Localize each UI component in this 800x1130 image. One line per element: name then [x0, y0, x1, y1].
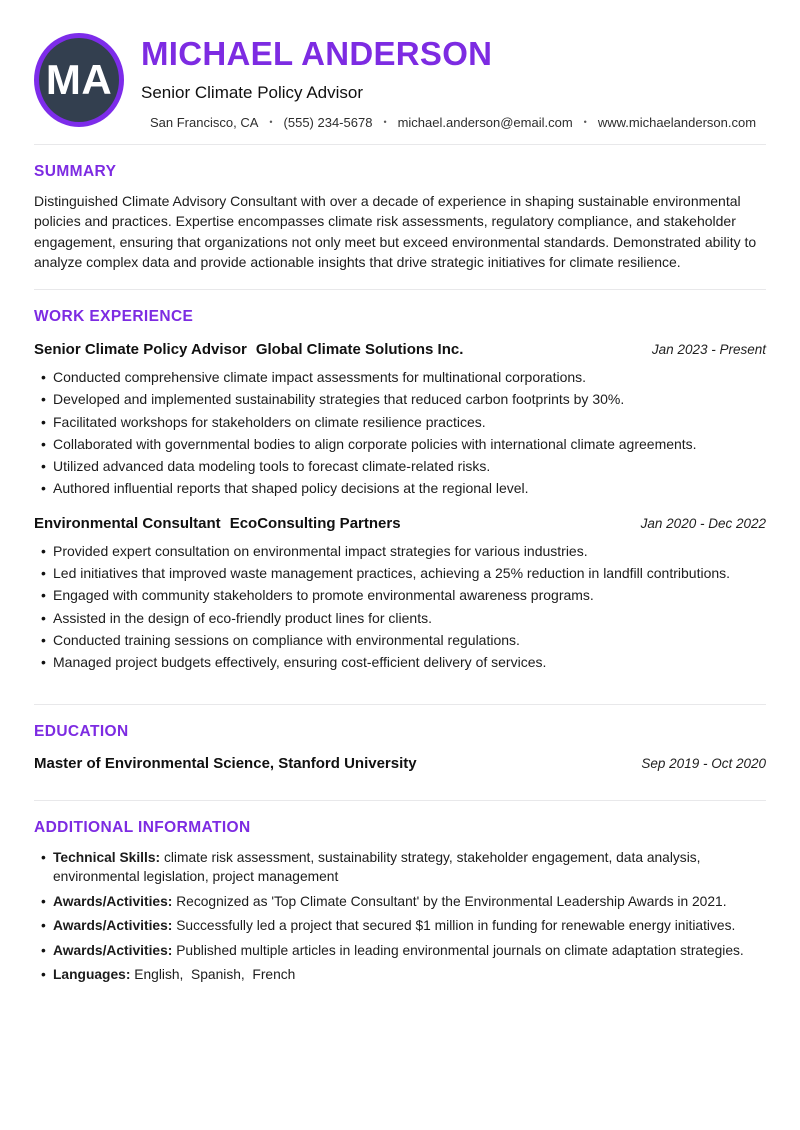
list-item [34, 477, 766, 499]
section-work-experience [34, 290, 766, 674]
list-item [34, 411, 766, 433]
summary-text: Distinguished Climate Advisory Consultant with over a decade of experience in shaping sustainable environmental policies and practices. Expertise encompasses climate risk assessments, regulatory compliance, and stakeholder engagement, ensuring that organizations not only meet but exceed environmental standards. Demonstrated ability to analyze complex data and provide actionable insights that drive strategic initiatives for climate resilience. [34, 192, 757, 271]
candidate-title: Senior Climate Policy Advisor [141, 82, 364, 102]
job-header [34, 515, 766, 532]
list-item [34, 941, 766, 961]
bullet-icon: • [41, 458, 46, 475]
contact-row [150, 115, 766, 130]
list-item [34, 651, 766, 673]
job-bullet-list [34, 540, 766, 674]
job-title-group [34, 515, 401, 532]
education-dates: Sep 2019 - Oct 2020 [641, 755, 766, 771]
dot-separator-icon: • [583, 117, 587, 128]
additional-item-text: English, Spanish, French [134, 967, 296, 982]
list-item [34, 455, 766, 477]
bullet-icon: • [41, 967, 46, 982]
bullet-text: Assisted in the design of eco-friendly product lines for clients. [53, 609, 432, 626]
bullet-icon: • [41, 391, 46, 408]
bullet-text: Managed project budgets effectively, ensuring cost-efficient delivery of services. [53, 654, 547, 671]
list-item [34, 562, 766, 584]
bullet-text: Led initiatives that improved waste management practices, achieving a 25% reduction in landfill contributions. [53, 565, 731, 582]
additional-item [53, 916, 766, 936]
bullet-text: Engaged with community stakeholders to promote environmental awareness programs. [53, 587, 594, 604]
bullet-text: Collaborated with governmental bodies to align corporate policies with international climate agreements. [53, 435, 697, 452]
education-entry [34, 755, 766, 772]
list-item [34, 540, 766, 562]
bullet-icon: • [41, 893, 46, 909]
bullet-icon: • [41, 631, 46, 648]
additional-item [53, 965, 766, 985]
additional-item-label: Languages: [53, 967, 131, 982]
additional-item-text: Recognized as 'Top Climate Consultant' by the Environmental Leadership Awards in 2021. [176, 893, 727, 909]
resume-header [34, 0, 766, 130]
contact-website: www.michaelanderson.com [597, 114, 757, 130]
job-title-group [34, 341, 463, 358]
bullet-text: Facilitated workshops for stakeholders on climate resilience practices. [53, 413, 486, 430]
list-item [34, 366, 766, 388]
bullet-text: Developed and implemented sustainability strategies that reduced carbon footprints by 30%. [53, 391, 625, 408]
job-company: EcoConsulting Partners [229, 514, 401, 532]
contact-location: San Francisco, CA [150, 114, 259, 130]
contact-phone: (555) 234-5678 [283, 114, 373, 130]
job-header [34, 341, 766, 358]
bullet-icon: • [41, 849, 46, 865]
bullet-text: Utilized advanced data modeling tools to forecast climate-related risks. [53, 458, 491, 475]
job-company: Global Climate Solutions Inc. [255, 340, 464, 358]
list-item [34, 607, 766, 629]
job-title: Senior Climate Policy Advisor [34, 340, 247, 358]
section-additional-information [34, 801, 766, 985]
additional-information-heading: ADDITIONAL INFORMATION [34, 818, 251, 836]
job-bullet-list [34, 366, 766, 500]
additional-item-text: Successfully led a project that secured $1 million in funding for renewable energy initiatives. [176, 918, 736, 933]
section-education [34, 705, 766, 772]
bullet-icon: • [41, 413, 46, 430]
bullet-text: Authored influential reports that shaped policy decisions at the regional level. [53, 480, 529, 497]
job-dates: Jan 2023 - Present [651, 341, 766, 357]
additional-list [34, 848, 766, 985]
bullet-icon: • [41, 565, 46, 582]
header-info [141, 33, 766, 130]
job-dates: Jan 2020 - Dec 2022 [640, 515, 766, 531]
bullet-text: Conducted training sessions on compliance with environmental regulations. [53, 631, 520, 648]
bullet-icon: • [41, 480, 46, 497]
avatar [34, 33, 124, 127]
avatar-initials: MA [45, 56, 113, 103]
summary-heading: SUMMARY [34, 162, 117, 180]
bullet-icon: • [41, 368, 46, 385]
bullet-icon: • [41, 542, 46, 559]
list-item [34, 916, 766, 936]
additional-item-label: Awards/Activities: [53, 918, 173, 933]
bullet-icon: • [41, 587, 46, 604]
section-summary [34, 145, 766, 273]
dot-separator-icon: • [269, 117, 273, 128]
additional-item-label: Awards/Activities: [53, 893, 173, 909]
additional-item [53, 848, 766, 887]
additional-item-label: Technical Skills: [53, 849, 161, 865]
contact-email: michael.anderson@email.com [397, 114, 573, 130]
additional-item [53, 892, 766, 912]
list-item [34, 433, 766, 455]
dot-separator-icon: • [383, 117, 387, 128]
list-item [34, 584, 766, 606]
list-item [34, 629, 766, 651]
additional-item-text: Published multiple articles in leading environmental journals on climate adaptation strategies. [176, 942, 744, 958]
additional-item-label: Awards/Activities: [53, 942, 173, 958]
candidate-name: MICHAEL ANDERSON [141, 35, 493, 72]
work-experience-heading: WORK EXPERIENCE [34, 307, 194, 325]
job-title: Environmental Consultant [34, 514, 221, 532]
list-item [34, 965, 766, 985]
list-item [34, 388, 766, 410]
bullet-icon: • [41, 435, 46, 452]
bullet-icon: • [41, 942, 46, 958]
bullet-text: Provided expert consultation on environmental impact strategies for various industries. [53, 542, 588, 559]
education-heading: EDUCATION [34, 722, 129, 740]
bullet-icon: • [41, 609, 46, 626]
list-item [34, 892, 766, 912]
bullet-icon: • [41, 654, 46, 671]
additional-item-text: climate risk assessment, sustainability strategy, stakeholder engagement, data analysis, environmental legislation, project management [53, 849, 705, 884]
list-item [34, 848, 766, 887]
bullet-icon: • [41, 918, 46, 933]
education-degree: Master of Environmental Science, Stanford University [34, 754, 417, 772]
bullet-text: Conducted comprehensive climate impact assessments for multinational corporations. [53, 368, 587, 385]
additional-item [53, 941, 766, 961]
